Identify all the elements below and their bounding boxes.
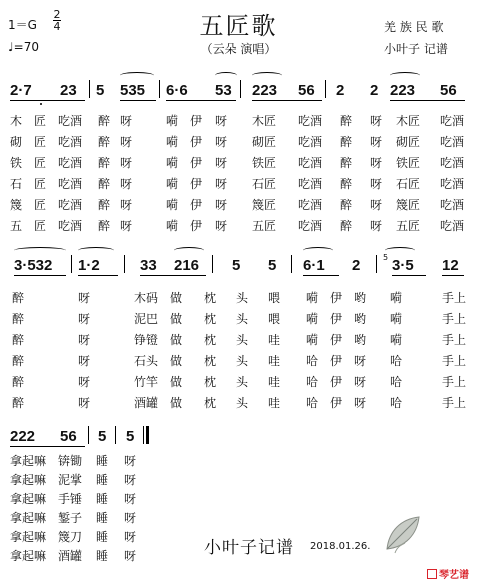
time-numerator: 2 [53, 8, 61, 21]
lyric-syllable: 呀 [370, 135, 383, 149]
lyric-syllable: 手上 [442, 375, 467, 389]
lyric-syllable: 匠 [34, 198, 47, 212]
lyric-syllable: 嗬 [166, 156, 179, 170]
lyric-syllable: 匠 [34, 114, 47, 128]
barline [89, 80, 90, 98]
lyric-syllable: 呀 [215, 177, 228, 191]
barline [88, 426, 89, 444]
lyric-syllable: 木匠 [396, 114, 421, 128]
beam [140, 275, 206, 276]
lyric-syllable: 呀 [120, 135, 133, 149]
lyric-syllable: 哈 [390, 354, 403, 368]
lyric-syllable: 睡 [96, 492, 109, 506]
lyric-syllable: 醉 [340, 198, 353, 212]
lyric-syllable: 嗬 [306, 291, 319, 305]
beam [14, 275, 66, 276]
lyric-syllable: 石匠 [252, 177, 277, 191]
lyric-syllable: 醉 [12, 396, 25, 410]
lyric-syllable: 呀 [124, 473, 137, 487]
lyric-syllable: 铮镫 [134, 333, 159, 347]
barline [240, 80, 241, 98]
song-subtitle: （云朵 演唱） [200, 42, 277, 56]
lyric-syllable: 呀 [120, 219, 133, 233]
lower-octave-dot [40, 103, 42, 105]
lyric-syllable: 哈 [306, 375, 319, 389]
lyric-syllable: 呀 [215, 219, 228, 233]
lyric-syllable: 头 [236, 333, 249, 347]
lyric-syllable: 匠 [34, 156, 47, 170]
date-text: 2018.01.26. [310, 541, 371, 552]
lyric-syllable: 醉 [98, 114, 111, 128]
lyric-syllable: 嗬 [166, 177, 179, 191]
lyric-syllable: 呀 [120, 177, 133, 191]
note: 6·1 [303, 257, 325, 274]
lyric-syllable: 匠 [34, 135, 47, 149]
lyric-syllable: 伊 [330, 291, 343, 305]
lyric-syllable: 呀 [215, 135, 228, 149]
lyric-syllable: 醉 [12, 312, 25, 326]
lyric-syllable: 木匠 [252, 114, 277, 128]
note: 2 [336, 82, 345, 99]
lyric-syllable: 伊 [330, 396, 343, 410]
lyric-syllable: 拿起嘛 [10, 473, 47, 487]
lyric-syllable: 枕 [204, 291, 217, 305]
note: 216 [174, 257, 200, 274]
lyric-syllable: 篾 [10, 198, 23, 212]
lyric-syllable: 醉 [12, 291, 25, 305]
beam [10, 446, 85, 447]
lyric-syllable: 手上 [442, 396, 467, 410]
lyric-syllable: 做 [170, 354, 183, 368]
note: 2 [352, 257, 361, 274]
key-text: 1＝G [8, 18, 37, 32]
lyric-syllable: 伊 [330, 375, 343, 389]
lyric-syllable: 呀 [215, 156, 228, 170]
note: 5 [268, 257, 277, 274]
song-title: 五匠歌 [199, 12, 278, 40]
note: 2 [370, 82, 379, 99]
lyric-syllable: 做 [170, 291, 183, 305]
barline [376, 255, 377, 273]
lyric-syllable: 枕 [204, 333, 217, 347]
lyric-syllable: 吃酒 [440, 177, 465, 191]
note: 3·5 [392, 257, 414, 274]
lyric-syllable: 呀 [124, 511, 137, 525]
barline [325, 80, 326, 98]
lyric-syllable: 哇 [268, 375, 281, 389]
lyric-syllable: 伊 [330, 333, 343, 347]
lyric-syllable: 篾匠 [396, 198, 421, 212]
lyric-syllable: 呀 [370, 198, 383, 212]
lyric-syllable: 醉 [98, 219, 111, 233]
lyric-syllable: 吃酒 [440, 219, 465, 233]
lyric-syllable: 做 [170, 396, 183, 410]
lyric-syllable: 哇 [268, 333, 281, 347]
lyric-syllable: 拿起嘛 [10, 511, 47, 525]
barline [124, 255, 125, 273]
lyric-syllable: 吃酒 [298, 114, 323, 128]
note: 223 [252, 82, 278, 99]
lyric-syllable: 头 [236, 291, 249, 305]
lyric-syllable: 铁匠 [396, 156, 421, 170]
leaf-icon [383, 513, 423, 555]
lyric-syllable: 砌 [10, 135, 23, 149]
lyric-syllable: 錾子 [58, 511, 83, 525]
lyric-syllable: 铁 [10, 156, 23, 170]
lyric-syllable: 枕 [204, 354, 217, 368]
lyric-syllable: 呀 [124, 530, 137, 544]
lyric-syllable: 哇 [268, 354, 281, 368]
slur [390, 72, 420, 79]
note: 56 [298, 82, 315, 99]
lyric-syllable: 呀 [78, 375, 91, 389]
lyric-syllable: 睡 [96, 454, 109, 468]
lyric-syllable: 吃酒 [58, 135, 83, 149]
grace-note: 5 [383, 253, 389, 262]
lyric-syllable: 泥巴 [134, 312, 159, 326]
lyric-syllable: 哇 [268, 396, 281, 410]
logo-text: 琴艺谱 [439, 570, 469, 581]
lyric-syllable: 头 [236, 396, 249, 410]
logo-mark-icon [427, 569, 437, 579]
lyric-syllable: 头 [236, 354, 249, 368]
lyric-syllable: 吃酒 [440, 198, 465, 212]
lyric-syllable: 吃酒 [58, 156, 83, 170]
lyric-syllable: 吃酒 [440, 156, 465, 170]
beam [252, 100, 322, 101]
note: 33 [140, 257, 157, 274]
lyric-syllable: 做 [170, 333, 183, 347]
lyric-syllable: 伊 [330, 312, 343, 326]
lyric-syllable: 嗬 [390, 333, 403, 347]
lyric-syllable: 手上 [442, 354, 467, 368]
lyric-syllable: 拿起嘛 [10, 530, 47, 544]
lyric-syllable: 哈 [390, 396, 403, 410]
lyric-syllable: 伊 [190, 114, 203, 128]
note: 5 [232, 257, 241, 274]
slur [14, 247, 66, 254]
lyric-syllable: 砌匠 [396, 135, 421, 149]
signature: 小叶子记谱 [204, 538, 294, 558]
lyric-syllable: 哈 [306, 354, 319, 368]
lyric-syllable: 哈 [390, 375, 403, 389]
beam [442, 275, 464, 276]
lyric-syllable: 呀 [370, 177, 383, 191]
note: 6·6 [166, 82, 188, 99]
lyric-syllable: 哈 [306, 396, 319, 410]
beam [303, 275, 339, 276]
lyric-syllable: 嗬 [390, 291, 403, 305]
lyric-syllable: 砌匠 [252, 135, 277, 149]
lyric-syllable: 木码 [134, 291, 159, 305]
lyric-syllable: 泥掌 [58, 473, 83, 487]
lyric-syllable: 吃酒 [298, 177, 323, 191]
beam [390, 100, 465, 101]
lyric-syllable: 拿起嘛 [10, 454, 47, 468]
lyric-syllable: 吃酒 [58, 177, 83, 191]
lyric-syllable: 匠 [34, 177, 47, 191]
lyric-syllable: 石头 [134, 354, 159, 368]
lyric-syllable: 头 [236, 375, 249, 389]
note: 12 [442, 257, 459, 274]
lyric-syllable: 嗬 [166, 135, 179, 149]
slur [78, 247, 114, 254]
tempo-text: =70 [13, 40, 39, 54]
final-barline-thick [146, 426, 149, 444]
final-barline-thin [143, 426, 144, 444]
lyric-syllable: 竹竿 [134, 375, 159, 389]
lyric-syllable: 篾匠 [252, 198, 277, 212]
lyric-syllable: 哟 [354, 291, 367, 305]
beam [78, 275, 118, 276]
lyric-syllable: 醉 [340, 156, 353, 170]
lyric-syllable: 呀 [215, 198, 228, 212]
transcriber-label: 小叶子 记谱 [384, 42, 448, 56]
lyric-syllable: 吃酒 [58, 198, 83, 212]
lyric-syllable: 吃酒 [298, 198, 323, 212]
lyric-syllable: 醉 [98, 156, 111, 170]
lyric-syllable: 呀 [354, 354, 367, 368]
lyric-syllable: 呀 [370, 219, 383, 233]
lyric-syllable: 锛锄 [58, 454, 83, 468]
barline [291, 255, 292, 273]
lyric-syllable: 呀 [354, 396, 367, 410]
note: 1·2 [78, 257, 100, 274]
lyric-syllable: 手上 [442, 312, 467, 326]
lyric-syllable: 呀 [78, 312, 91, 326]
lyric-syllable: 呀 [120, 198, 133, 212]
lyric-syllable: 五 [10, 219, 23, 233]
lyric-syllable: 呀 [354, 375, 367, 389]
barline [115, 426, 116, 444]
lyric-syllable: 醉 [340, 135, 353, 149]
beam [120, 100, 156, 101]
lyric-syllable: 醉 [12, 375, 25, 389]
lyric-syllable: 铁匠 [252, 156, 277, 170]
lyric-syllable: 伊 [190, 198, 203, 212]
time-denominator: 4 [53, 20, 61, 33]
slur [215, 72, 237, 79]
lyric-syllable: 哟 [354, 312, 367, 326]
lyric-syllable: 匠 [34, 219, 47, 233]
lyric-syllable: 伊 [190, 156, 203, 170]
barline [212, 255, 213, 273]
lyric-syllable: 伊 [190, 135, 203, 149]
lyric-syllable: 酒罐 [134, 396, 159, 410]
note: 53 [215, 82, 232, 99]
lyric-syllable: 吃酒 [298, 156, 323, 170]
lyric-syllable: 石 [10, 177, 23, 191]
beam [392, 275, 426, 276]
lyric-syllable: 枕 [204, 375, 217, 389]
lyric-syllable: 伊 [330, 354, 343, 368]
lyric-syllable: 嗬 [166, 114, 179, 128]
lyric-syllable: 呀 [78, 354, 91, 368]
lyric-syllable: 吃酒 [298, 219, 323, 233]
note: 535 [120, 82, 146, 99]
lyric-syllable: 呀 [78, 291, 91, 305]
lyric-syllable: 五匠 [252, 219, 277, 233]
lyric-syllable: 醉 [98, 135, 111, 149]
lyric-syllable: 睡 [96, 549, 109, 563]
lyric-syllable: 睡 [96, 530, 109, 544]
lyric-syllable: 嗬 [390, 312, 403, 326]
lyric-syllable: 做 [170, 312, 183, 326]
lyric-syllable: 拿起嘛 [10, 492, 47, 506]
beam [10, 100, 85, 101]
lyric-syllable: 五匠 [396, 219, 421, 233]
lyric-syllable: 呀 [78, 396, 91, 410]
lyric-syllable: 伊 [190, 219, 203, 233]
lyric-syllable: 呀 [124, 549, 137, 563]
lyric-syllable: 呀 [124, 454, 137, 468]
lyric-syllable: 头 [236, 312, 249, 326]
lyric-syllable: 吃酒 [58, 114, 83, 128]
barline [71, 255, 72, 273]
barline [159, 80, 160, 98]
lyric-syllable: 吃酒 [58, 219, 83, 233]
lyric-syllable: 醉 [98, 177, 111, 191]
lyric-syllable: 手上 [442, 291, 467, 305]
lyric-syllable: 酒罐 [58, 549, 83, 563]
slur [252, 72, 282, 79]
lyric-syllable: 呀 [120, 156, 133, 170]
lyric-syllable: 醉 [12, 354, 25, 368]
slur [120, 72, 154, 79]
lyric-syllable: 木 [10, 114, 23, 128]
lyric-syllable: 呀 [78, 333, 91, 347]
lyric-syllable: 呀 [124, 492, 137, 506]
lyric-syllable: 呀 [370, 114, 383, 128]
genre-label: 羌 族 民 歌 [384, 20, 444, 34]
lyric-syllable: 手上 [442, 333, 467, 347]
quarter-note-icon: ♩ [8, 40, 14, 54]
note: 3·532 [14, 257, 53, 274]
slur [385, 247, 415, 254]
lyric-syllable: 吃酒 [298, 135, 323, 149]
note: 56 [440, 82, 457, 99]
lyric-syllable: 醉 [340, 114, 353, 128]
lyric-syllable: 醉 [340, 219, 353, 233]
lyric-syllable: 嗬 [306, 312, 319, 326]
lyric-syllable: 喂 [268, 291, 281, 305]
lyric-syllable: 篾刀 [58, 530, 83, 544]
lyric-syllable: 枕 [204, 312, 217, 326]
lyric-syllable: 睡 [96, 511, 109, 525]
lyric-syllable: 嗬 [166, 198, 179, 212]
lyric-syllable: 呀 [215, 114, 228, 128]
lyric-syllable: 伊 [190, 177, 203, 191]
note: 5 [98, 428, 107, 445]
note: 5 [126, 428, 135, 445]
lyric-syllable: 吃酒 [440, 114, 465, 128]
lyric-syllable: 石匠 [396, 177, 421, 191]
lyric-syllable: 睡 [96, 473, 109, 487]
lyric-syllable: 醉 [98, 198, 111, 212]
lyric-syllable: 拿起嘛 [10, 549, 47, 563]
slur [303, 247, 333, 254]
note: 223 [390, 82, 416, 99]
lyric-syllable: 嗬 [306, 333, 319, 347]
lyric-syllable: 做 [170, 375, 183, 389]
note: 2·7 [10, 82, 32, 99]
note: 5 [96, 82, 105, 99]
note: 23 [60, 82, 77, 99]
lyric-syllable: 吃酒 [440, 135, 465, 149]
lyric-syllable: 手锤 [58, 492, 83, 506]
lyric-syllable: 哟 [354, 333, 367, 347]
lyric-syllable: 醉 [12, 333, 25, 347]
lyric-syllable: 枕 [204, 396, 217, 410]
lyric-syllable: 醉 [340, 177, 353, 191]
lyric-syllable: 呀 [370, 156, 383, 170]
lyric-syllable: 喂 [268, 312, 281, 326]
note: 56 [60, 428, 77, 445]
note: 222 [10, 428, 36, 445]
lyric-syllable: 呀 [120, 114, 133, 128]
slur [174, 247, 204, 254]
site-logo [427, 566, 469, 581]
lyric-syllable: 嗬 [166, 219, 179, 233]
beam [166, 100, 236, 101]
